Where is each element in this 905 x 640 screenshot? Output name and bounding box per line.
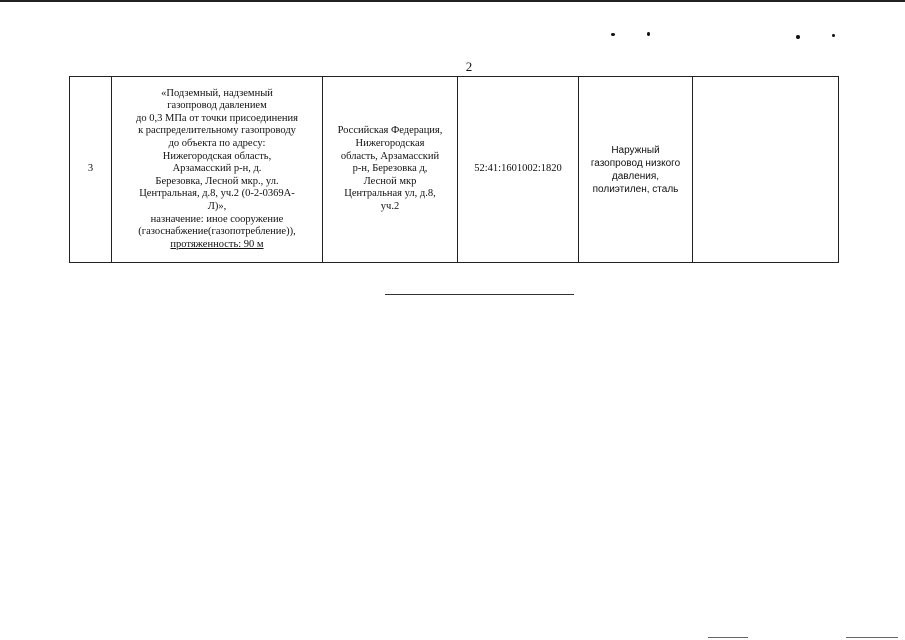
- description-line: назначение: иное сооружение: [150, 213, 284, 225]
- description-line: газопровод давлением: [167, 100, 267, 112]
- characteristics-line: давления,: [611, 170, 660, 182]
- description-line: к распределительному газопроводу: [138, 125, 296, 137]
- scan-speck: [647, 32, 650, 36]
- characteristics-line: газопровод низкого: [590, 157, 681, 169]
- characteristics-line: полиэтилен, сталь: [592, 183, 679, 195]
- page-number: 2: [465, 59, 473, 74]
- address-line: уч.2: [380, 200, 400, 212]
- description-line: Нижегородская область,: [162, 150, 272, 162]
- characteristics-line: Наружный: [611, 144, 660, 156]
- row-number-cell: 3: [70, 77, 112, 263]
- separator-line: [385, 294, 574, 295]
- description-line: до 0,3 МПа от точки присоединения: [136, 112, 298, 124]
- top-rule: [0, 0, 905, 2]
- description-line: Л)»,: [207, 200, 227, 212]
- address-line: Нижегородская: [355, 138, 425, 150]
- address-line: Лесной мкр: [363, 175, 417, 187]
- description-line: Арзамасский р-н, д.: [172, 163, 262, 175]
- scan-mark: [846, 637, 898, 638]
- empty-cell: [693, 77, 839, 263]
- object-description-cell: [112, 77, 323, 263]
- address-line: Российская Федерация,: [337, 125, 443, 137]
- scan-mark: [708, 637, 748, 638]
- address-line: область, Арзамасский: [340, 150, 440, 162]
- cadastral-number-cell: 52:41:1601002:1820: [458, 77, 579, 263]
- address-line: Центральная ул, д.8,: [344, 188, 436, 200]
- registry-table: [69, 76, 839, 263]
- description-line: до объекта по адресу:: [168, 138, 266, 150]
- description-line: «Подземный, надземный: [161, 87, 273, 99]
- description-line: Березовка, Лесной мкр., ул.: [155, 175, 279, 187]
- description-line: (газоснабжение(газопотребление)),: [138, 226, 296, 238]
- description-line: Центральная, д.8, уч.2 (0-2-0369А-: [139, 188, 295, 200]
- characteristics-cell: [579, 77, 693, 263]
- scan-speck: [611, 33, 615, 36]
- scan-speck: [796, 35, 800, 39]
- table-row: [70, 77, 839, 263]
- address-line: р-н, Березовка д,: [352, 163, 428, 175]
- scan-speck: [832, 34, 835, 37]
- description-line: протяженность: 90 м: [170, 238, 264, 250]
- address-cell: [323, 77, 458, 263]
